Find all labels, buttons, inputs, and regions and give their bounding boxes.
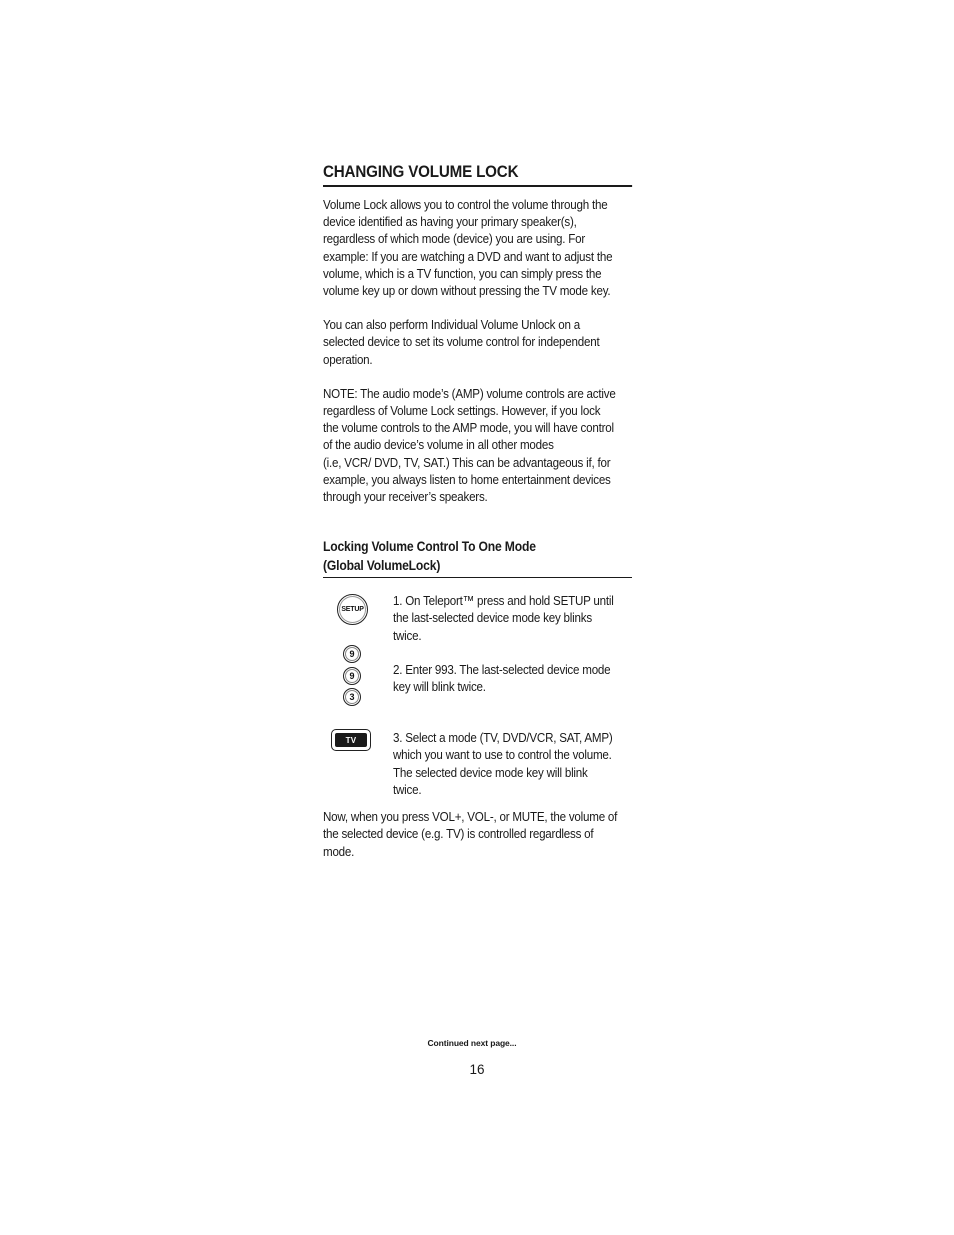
step-1-text: 1. On Teleport™ press and hold SETUP until the last-selected device mode key blinks twice. (393, 593, 614, 643)
step-1 (393, 592, 633, 644)
content-column (323, 162, 632, 860)
digit-key-9-icon (343, 667, 361, 685)
unlock-paragraph: You can also perform Individual Volume Unlock on a selected device to set its volume control for independent operation. (323, 317, 600, 367)
step-2 (393, 661, 633, 695)
tv-mode-key-label: TV (335, 733, 367, 747)
intro-paragraph: Volume Lock allows you to control the volume through the device identified as having your primary speaker(s), regardless of which mode (device) you are using. For example: If you are watching a DVD and want to adjust the volume, which is a TV function, you can simply press the volume key up or down without pressing the TV mode key. (323, 197, 613, 299)
digit-key-label: 9 (349, 671, 355, 682)
digit-key-9-icon (343, 645, 361, 663)
section-title: CHANGING VOLUME LOCK (323, 162, 632, 187)
subsection-title-text: Locking Volume Control To One Mode (Global VolumeLock) (323, 539, 536, 574)
continued-note: Continued next page... (427, 1038, 517, 1048)
page-number: 16 (469, 1062, 485, 1077)
subsection-title (323, 537, 632, 578)
digit-key-label: 9 (349, 649, 355, 660)
digit-key-3-icon (343, 688, 361, 706)
closing-paragraph: Now, when you press VOL+, VOL-, or MUTE, the volume of the selected device (e.g. TV) is controlled regardless of mode. (323, 809, 618, 859)
setup-key-label: SETUP (341, 606, 364, 614)
note-paragraph: NOTE: The audio mode’s (AMP) volume controls are active regardless of Volume Lock settings. However, if you lock the volume controls to the AMP mode, you will have control of the audio device’s volume in all other modes (i.e, VCR/ DVD, TV, SAT.) This can be advantageous if, for example, you always listen to home entertainment devices through your receiver’s speakers. (323, 385, 616, 505)
step-2-text: 2. Enter 993. The last-selected device mode key will blink twice. (393, 662, 611, 695)
step-3-text: 3. Select a mode (TV, DVD/VCR, SAT, AMP) which you want to use to control the volume. The selected device mode key will blink twice. (393, 730, 613, 797)
tv-mode-key-icon (331, 729, 371, 751)
steps-block (323, 584, 632, 806)
setup-key-icon (337, 594, 368, 625)
digit-key-label: 3 (349, 692, 355, 703)
step-3 (393, 729, 633, 798)
